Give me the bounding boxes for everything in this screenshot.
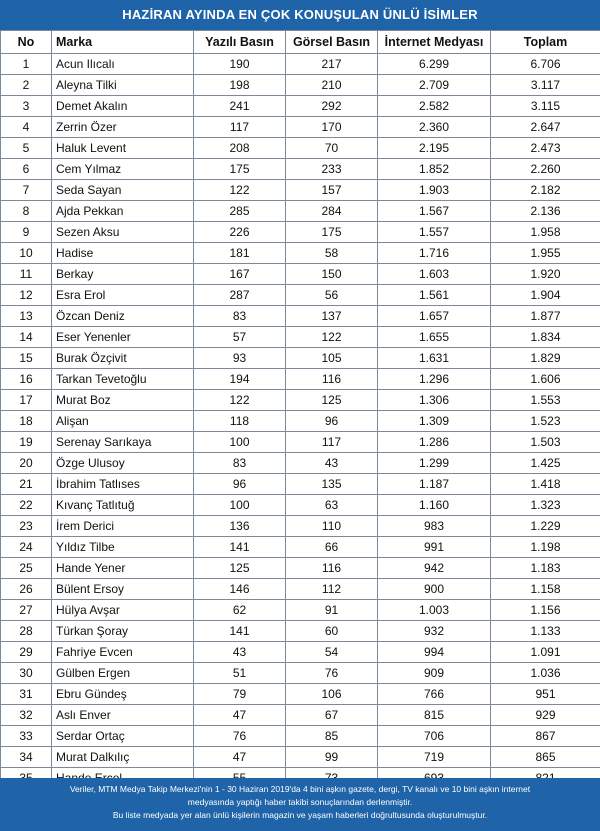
- column-header-gorsel-basin: Görsel Basın: [286, 31, 378, 54]
- cell-yazili-basin: 208: [194, 138, 286, 159]
- cell-internet-medyasi: 1.567: [378, 201, 491, 222]
- cell-toplam: 1.553: [491, 390, 600, 411]
- cell-marka: Seda Sayan: [52, 180, 194, 201]
- cell-gorsel-basin: 76: [286, 663, 378, 684]
- cell-gorsel-basin: 210: [286, 75, 378, 96]
- cell-marka: Özcan Deniz: [52, 306, 194, 327]
- cell-no: 25: [1, 558, 52, 579]
- table-row: [1, 537, 600, 558]
- table-row: [1, 600, 600, 621]
- cell-marka: Sezen Aksu: [52, 222, 194, 243]
- cell-gorsel-basin: 116: [286, 369, 378, 390]
- cell-yazili-basin: 285: [194, 201, 286, 222]
- table-row: [1, 474, 600, 495]
- cell-gorsel-basin: 117: [286, 432, 378, 453]
- cell-yazili-basin: 136: [194, 516, 286, 537]
- cell-no: 23: [1, 516, 52, 537]
- cell-toplam: 1.877: [491, 306, 600, 327]
- cell-marka: İbrahim Tatlıses: [52, 474, 194, 495]
- cell-toplam: 1.156: [491, 600, 600, 621]
- table-row: [1, 432, 600, 453]
- cell-toplam: 929: [491, 705, 600, 726]
- cell-marka: Gülben Ergen: [52, 663, 194, 684]
- table-row: [1, 243, 600, 264]
- cell-yazili-basin: 226: [194, 222, 286, 243]
- table-row: [1, 558, 600, 579]
- cell-gorsel-basin: 150: [286, 264, 378, 285]
- cell-toplam: 1.834: [491, 327, 600, 348]
- cell-internet-medyasi: 1.903: [378, 180, 491, 201]
- cell-yazili-basin: 194: [194, 369, 286, 390]
- cell-marka: Ajda Pekkan: [52, 201, 194, 222]
- cell-yazili-basin: 47: [194, 747, 286, 768]
- cell-toplam: 1.091: [491, 642, 600, 663]
- table-row: [1, 726, 600, 747]
- cell-marka: Demet Akalın: [52, 96, 194, 117]
- cell-internet-medyasi: 942: [378, 558, 491, 579]
- cell-toplam: 1.829: [491, 348, 600, 369]
- cell-gorsel-basin: 116: [286, 558, 378, 579]
- column-header-internet-medyasi: İnternet Medyası: [378, 31, 491, 54]
- cell-gorsel-basin: 56: [286, 285, 378, 306]
- cell-internet-medyasi: 983: [378, 516, 491, 537]
- table-row: [1, 117, 600, 138]
- cell-gorsel-basin: 122: [286, 327, 378, 348]
- cell-toplam: 2.182: [491, 180, 600, 201]
- cell-no: 3: [1, 96, 52, 117]
- table-row: [1, 705, 600, 726]
- table-row: [1, 285, 600, 306]
- table-row: [1, 663, 600, 684]
- cell-no: 6: [1, 159, 52, 180]
- cell-marka: Alişan: [52, 411, 194, 432]
- table-title: HAZİRAN AYINDA EN ÇOK KONUŞULAN ÜNLÜ İSİMLER: [0, 0, 600, 30]
- table-row: [1, 264, 600, 285]
- cell-yazili-basin: 83: [194, 306, 286, 327]
- table-row: [1, 306, 600, 327]
- cell-internet-medyasi: 6.299: [378, 54, 491, 75]
- cell-yazili-basin: 51: [194, 663, 286, 684]
- cell-gorsel-basin: 175: [286, 222, 378, 243]
- cell-no: 34: [1, 747, 52, 768]
- cell-internet-medyasi: 1.306: [378, 390, 491, 411]
- cell-marka: Kıvanç Tatlıtuğ: [52, 495, 194, 516]
- cell-toplam: 1.418: [491, 474, 600, 495]
- cell-marka: Acun Ilıcalı: [52, 54, 194, 75]
- cell-marka: Serenay Sarıkaya: [52, 432, 194, 453]
- cell-no: 1: [1, 54, 52, 75]
- cell-no: 29: [1, 642, 52, 663]
- column-header-toplam: Toplam: [491, 31, 600, 54]
- cell-marka: İrem Derici: [52, 516, 194, 537]
- cell-no: 22: [1, 495, 52, 516]
- cell-marka: Ebru Gündeş: [52, 684, 194, 705]
- cell-marka: Özge Ulusoy: [52, 453, 194, 474]
- cell-toplam: 1.158: [491, 579, 600, 600]
- cell-yazili-basin: 190: [194, 54, 286, 75]
- cell-yazili-basin: 122: [194, 180, 286, 201]
- footer-line-1: Veriler, MTM Medya Takip Merkezi'nin 1 - 30 Haziran 2019'da 4 bini aşkın gazete, dergi, TV kanalı ve 10 bini aşkın internet: [69, 784, 531, 794]
- cell-internet-medyasi: 1.309: [378, 411, 491, 432]
- cell-marka: Berkay: [52, 264, 194, 285]
- cell-internet-medyasi: 719: [378, 747, 491, 768]
- cell-gorsel-basin: 96: [286, 411, 378, 432]
- cell-gorsel-basin: 135: [286, 474, 378, 495]
- table-row: [1, 411, 600, 432]
- cell-yazili-basin: 141: [194, 621, 286, 642]
- cell-toplam: 1.904: [491, 285, 600, 306]
- cell-internet-medyasi: 706: [378, 726, 491, 747]
- cell-yazili-basin: 79: [194, 684, 286, 705]
- cell-gorsel-basin: 284: [286, 201, 378, 222]
- cell-no: 19: [1, 432, 52, 453]
- table-row: [1, 453, 600, 474]
- cell-gorsel-basin: 91: [286, 600, 378, 621]
- ranking-table: [0, 30, 600, 789]
- cell-marka: Yıldız Tilbe: [52, 537, 194, 558]
- cell-toplam: 1.229: [491, 516, 600, 537]
- cell-internet-medyasi: 2.360: [378, 117, 491, 138]
- cell-marka: Hülya Avşar: [52, 600, 194, 621]
- cell-no: 24: [1, 537, 52, 558]
- cell-toplam: 1.133: [491, 621, 600, 642]
- cell-internet-medyasi: 766: [378, 684, 491, 705]
- cell-yazili-basin: 62: [194, 600, 286, 621]
- cell-internet-medyasi: 1.657: [378, 306, 491, 327]
- cell-toplam: 2.647: [491, 117, 600, 138]
- cell-marka: Serdar Ortaç: [52, 726, 194, 747]
- column-header-no: No: [1, 31, 52, 54]
- cell-internet-medyasi: 2.195: [378, 138, 491, 159]
- cell-no: 13: [1, 306, 52, 327]
- cell-toplam: 1.955: [491, 243, 600, 264]
- cell-toplam: 951: [491, 684, 600, 705]
- cell-yazili-basin: 175: [194, 159, 286, 180]
- cell-internet-medyasi: 932: [378, 621, 491, 642]
- table-row: [1, 348, 600, 369]
- cell-toplam: 1.503: [491, 432, 600, 453]
- cell-toplam: 6.706: [491, 54, 600, 75]
- table-body: [1, 54, 600, 789]
- cell-gorsel-basin: 63: [286, 495, 378, 516]
- cell-gorsel-basin: 157: [286, 180, 378, 201]
- cell-internet-medyasi: 994: [378, 642, 491, 663]
- table-row: [1, 747, 600, 768]
- cell-marka: Hadise: [52, 243, 194, 264]
- cell-yazili-basin: 167: [194, 264, 286, 285]
- cell-yazili-basin: 47: [194, 705, 286, 726]
- cell-yazili-basin: 76: [194, 726, 286, 747]
- table-row: [1, 642, 600, 663]
- cell-no: 16: [1, 369, 52, 390]
- cell-no: 28: [1, 621, 52, 642]
- table-row: [1, 138, 600, 159]
- cell-toplam: 1.523: [491, 411, 600, 432]
- cell-internet-medyasi: 1.296: [378, 369, 491, 390]
- cell-toplam: 2.260: [491, 159, 600, 180]
- cell-toplam: 1.958: [491, 222, 600, 243]
- cell-internet-medyasi: 900: [378, 579, 491, 600]
- table-row: [1, 516, 600, 537]
- cell-no: 18: [1, 411, 52, 432]
- cell-internet-medyasi: 1.286: [378, 432, 491, 453]
- cell-gorsel-basin: 137: [286, 306, 378, 327]
- cell-marka: Esra Erol: [52, 285, 194, 306]
- footer-line-2: medyasında yaptığı haber takibi sonuçlarından derlenmiştir.: [187, 797, 413, 807]
- cell-no: 4: [1, 117, 52, 138]
- cell-gorsel-basin: 106: [286, 684, 378, 705]
- table-row: [1, 684, 600, 705]
- cell-internet-medyasi: 909: [378, 663, 491, 684]
- cell-yazili-basin: 83: [194, 453, 286, 474]
- cell-gorsel-basin: 110: [286, 516, 378, 537]
- cell-yazili-basin: 241: [194, 96, 286, 117]
- cell-no: 8: [1, 201, 52, 222]
- cell-yazili-basin: 96: [194, 474, 286, 495]
- cell-gorsel-basin: 233: [286, 159, 378, 180]
- cell-toplam: 1.198: [491, 537, 600, 558]
- cell-no: 33: [1, 726, 52, 747]
- cell-yazili-basin: 57: [194, 327, 286, 348]
- cell-gorsel-basin: 54: [286, 642, 378, 663]
- cell-toplam: 865: [491, 747, 600, 768]
- cell-internet-medyasi: 2.709: [378, 75, 491, 96]
- cell-no: 26: [1, 579, 52, 600]
- cell-gorsel-basin: 217: [286, 54, 378, 75]
- cell-internet-medyasi: 815: [378, 705, 491, 726]
- cell-gorsel-basin: 67: [286, 705, 378, 726]
- cell-toplam: 1.425: [491, 453, 600, 474]
- cell-no: 12: [1, 285, 52, 306]
- cell-gorsel-basin: 99: [286, 747, 378, 768]
- cell-no: 21: [1, 474, 52, 495]
- cell-no: 31: [1, 684, 52, 705]
- cell-internet-medyasi: 2.582: [378, 96, 491, 117]
- cell-internet-medyasi: 1.557: [378, 222, 491, 243]
- cell-gorsel-basin: 43: [286, 453, 378, 474]
- table-row: [1, 180, 600, 201]
- cell-toplam: 1.920: [491, 264, 600, 285]
- cell-yazili-basin: 125: [194, 558, 286, 579]
- cell-internet-medyasi: 1.561: [378, 285, 491, 306]
- footer-note: [0, 778, 600, 831]
- cell-yazili-basin: 43: [194, 642, 286, 663]
- cell-toplam: 2.473: [491, 138, 600, 159]
- cell-gorsel-basin: 170: [286, 117, 378, 138]
- table-row: [1, 579, 600, 600]
- cell-toplam: 1.323: [491, 495, 600, 516]
- cell-marka: Burak Özçivit: [52, 348, 194, 369]
- cell-no: 9: [1, 222, 52, 243]
- cell-marka: Türkan Şoray: [52, 621, 194, 642]
- cell-no: 5: [1, 138, 52, 159]
- cell-no: 11: [1, 264, 52, 285]
- cell-internet-medyasi: 1.716: [378, 243, 491, 264]
- cell-no: 30: [1, 663, 52, 684]
- cell-marka: Hande Yener: [52, 558, 194, 579]
- cell-no: 15: [1, 348, 52, 369]
- cell-marka: Murat Boz: [52, 390, 194, 411]
- cell-marka: Eser Yenenler: [52, 327, 194, 348]
- cell-yazili-basin: 117: [194, 117, 286, 138]
- table-row: [1, 201, 600, 222]
- cell-toplam: 3.117: [491, 75, 600, 96]
- cell-no: 10: [1, 243, 52, 264]
- table-row: [1, 54, 600, 75]
- cell-internet-medyasi: 1.631: [378, 348, 491, 369]
- cell-yazili-basin: 287: [194, 285, 286, 306]
- table-row: [1, 369, 600, 390]
- cell-no: 20: [1, 453, 52, 474]
- footer-line-3: Bu liste medyada yer alan ünlü kişilerin magazin ve yaşam haberleri doğrultusunda oluşturulmuştur.: [112, 810, 488, 820]
- cell-marka: Fahriye Evcen: [52, 642, 194, 663]
- cell-no: 14: [1, 327, 52, 348]
- cell-gorsel-basin: 112: [286, 579, 378, 600]
- cell-marka: Cem Yılmaz: [52, 159, 194, 180]
- cell-gorsel-basin: 125: [286, 390, 378, 411]
- cell-toplam: 3.115: [491, 96, 600, 117]
- cell-yazili-basin: 181: [194, 243, 286, 264]
- cell-toplam: 867: [491, 726, 600, 747]
- cell-no: 17: [1, 390, 52, 411]
- cell-yazili-basin: 122: [194, 390, 286, 411]
- cell-no: 2: [1, 75, 52, 96]
- cell-gorsel-basin: 85: [286, 726, 378, 747]
- cell-yazili-basin: 146: [194, 579, 286, 600]
- table-row: [1, 327, 600, 348]
- table-row: [1, 621, 600, 642]
- cell-yazili-basin: 93: [194, 348, 286, 369]
- cell-yazili-basin: 100: [194, 432, 286, 453]
- cell-internet-medyasi: 1.299: [378, 453, 491, 474]
- cell-gorsel-basin: 292: [286, 96, 378, 117]
- cell-yazili-basin: 118: [194, 411, 286, 432]
- cell-marka: Haluk Levent: [52, 138, 194, 159]
- cell-internet-medyasi: 1.603: [378, 264, 491, 285]
- column-header-yazili-basin: Yazılı Basın: [194, 31, 286, 54]
- cell-no: 32: [1, 705, 52, 726]
- cell-no: 7: [1, 180, 52, 201]
- cell-marka: Murat Dalkılıç: [52, 747, 194, 768]
- cell-marka: Aleyna Tilki: [52, 75, 194, 96]
- cell-marka: Aslı Enver: [52, 705, 194, 726]
- header-row: [1, 31, 600, 54]
- cell-gorsel-basin: 60: [286, 621, 378, 642]
- cell-toplam: 1.606: [491, 369, 600, 390]
- cell-gorsel-basin: 58: [286, 243, 378, 264]
- cell-internet-medyasi: 1.655: [378, 327, 491, 348]
- table-row: [1, 159, 600, 180]
- cell-internet-medyasi: 1.852: [378, 159, 491, 180]
- column-header-marka: Marka: [52, 31, 194, 54]
- cell-no: 27: [1, 600, 52, 621]
- cell-yazili-basin: 198: [194, 75, 286, 96]
- table-row: [1, 495, 600, 516]
- cell-internet-medyasi: 1.187: [378, 474, 491, 495]
- table-row: [1, 390, 600, 411]
- cell-toplam: 1.036: [491, 663, 600, 684]
- cell-yazili-basin: 100: [194, 495, 286, 516]
- cell-toplam: 2.136: [491, 201, 600, 222]
- cell-gorsel-basin: 105: [286, 348, 378, 369]
- cell-marka: Zerrin Özer: [52, 117, 194, 138]
- cell-yazili-basin: 141: [194, 537, 286, 558]
- cell-internet-medyasi: 991: [378, 537, 491, 558]
- cell-toplam: 1.183: [491, 558, 600, 579]
- cell-gorsel-basin: 70: [286, 138, 378, 159]
- table-row: [1, 96, 600, 117]
- cell-gorsel-basin: 66: [286, 537, 378, 558]
- table-row: [1, 75, 600, 96]
- cell-internet-medyasi: 1.003: [378, 600, 491, 621]
- table-row: [1, 222, 600, 243]
- cell-marka: Bülent Ersoy: [52, 579, 194, 600]
- cell-marka: Tarkan Tevetoğlu: [52, 369, 194, 390]
- cell-internet-medyasi: 1.160: [378, 495, 491, 516]
